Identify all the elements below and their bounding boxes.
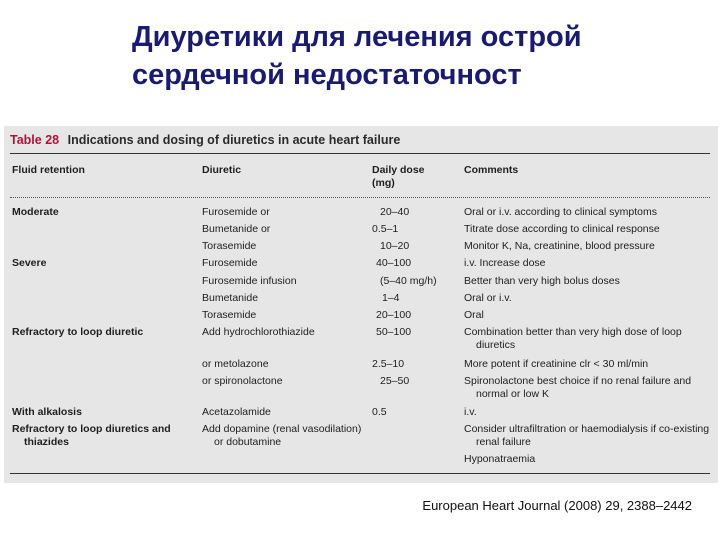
cell-dose: 50–100 — [376, 326, 412, 338]
citation: European Heart Journal (2008) 29, 2388–2442 — [422, 498, 692, 513]
cell-diuretic: Bumetanide or — [202, 223, 271, 235]
cell-diuretic: Torasemide — [202, 309, 257, 321]
cell-comment-line-1: Combination better than very high dose of loop — [464, 326, 682, 338]
cell-diuretic-line-1: Add dopamine (renal vasodilation) — [202, 423, 362, 435]
slide-title-line-1: Диуретики для лечения острой — [132, 21, 582, 53]
cell-dose: 40–100 — [376, 257, 412, 269]
cell-diuretic: Furosemide infusion — [202, 275, 297, 287]
cell-dose: 10–20 — [380, 240, 410, 252]
table-bottom-rule — [10, 473, 710, 474]
table-caption — [10, 131, 400, 149]
cell-diuretic-line-2: or dobutamine — [214, 436, 282, 448]
cell-diuretic: Furosemide or — [202, 206, 270, 218]
cell-comment — [464, 326, 682, 352]
slide-title — [132, 18, 692, 94]
cell-dose: 20–40 — [380, 206, 410, 218]
cell-retention: Refractory to loop diuretic — [12, 326, 144, 338]
cell-comment: Oral or i.v. according to clinical symptoms — [464, 206, 657, 218]
cell-comment-line-1: Spironolactone best choice if no renal failure and — [464, 375, 692, 387]
cell-dose: 20–100 — [376, 309, 412, 321]
table-top-rule — [10, 153, 710, 154]
cell-comment: i.v. Increase dose — [464, 257, 546, 269]
cell-dose: 25–50 — [380, 375, 410, 387]
header-daily-dose: Daily dose — [372, 164, 425, 176]
cell-comment: Better than very high bolus doses — [464, 275, 620, 287]
slide-title-line-2: сердечной недостаточност — [132, 59, 522, 91]
cell-diuretic — [202, 423, 361, 449]
table-caption-label: Table 28 — [10, 133, 60, 147]
cell-comment: Hyponatraemia — [464, 453, 536, 465]
cell-retention: With alkalosis — [12, 406, 82, 418]
cell-comment-line-2: normal or low K — [476, 388, 549, 400]
cell-diuretic: Furosemide — [202, 257, 258, 269]
cell-diuretic: Bumetanide — [202, 292, 259, 304]
cell-dose: 0.5 — [372, 406, 387, 418]
table-caption-text: Indications and dosing of diuretics in acute heart failure — [67, 133, 401, 147]
header-diuretic: Diuretic — [202, 164, 242, 176]
cell-comment: More potent if creatinine clr < 30 ml/min — [464, 358, 649, 370]
cell-diuretic: Acetazolamide — [202, 406, 271, 418]
cell-retention-line-1: Refractory to loop diuretics and — [12, 423, 171, 435]
cell-dose: 1–4 — [382, 292, 400, 304]
cell-comment-line-2: renal failure — [476, 436, 531, 448]
cell-comment-line-2: diuretics — [476, 339, 516, 351]
cell-diuretic: Torasemide — [202, 240, 257, 252]
cell-comment-line-1: Consider ultrafiltration or haemodialysis if co-existing — [464, 423, 710, 435]
cell-comment: Oral or i.v. — [464, 292, 512, 304]
diuretics-table — [4, 126, 718, 483]
cell-dose: (5–40 mg/h) — [380, 275, 437, 287]
cell-comment: Oral — [464, 309, 484, 321]
cell-comment: i.v. — [464, 406, 477, 418]
cell-comment: Monitor K, Na, creatinine, blood pressure — [464, 240, 655, 252]
header-fluid-retention: Fluid retention — [12, 164, 85, 176]
cell-comment — [464, 423, 709, 449]
header-bottom-rule — [10, 197, 710, 198]
cell-retention: Moderate — [12, 206, 59, 218]
cell-retention — [12, 423, 171, 449]
header-daily-dose-unit: (mg) — [372, 177, 395, 189]
cell-comment — [464, 375, 691, 401]
cell-diuretic: or metolazone — [202, 358, 269, 370]
cell-dose: 0.5–1 — [372, 223, 399, 235]
cell-diuretic: Add hydrochlorothiazide — [202, 326, 315, 338]
cell-retention: Severe — [12, 257, 47, 269]
cell-comment: Titrate dose according to clinical response — [464, 223, 660, 235]
cell-retention-line-2: thiazides — [24, 436, 69, 448]
cell-diuretic: or spironolactone — [202, 375, 283, 387]
header-comments: Comments — [464, 164, 519, 176]
cell-dose: 2.5–10 — [372, 358, 405, 370]
